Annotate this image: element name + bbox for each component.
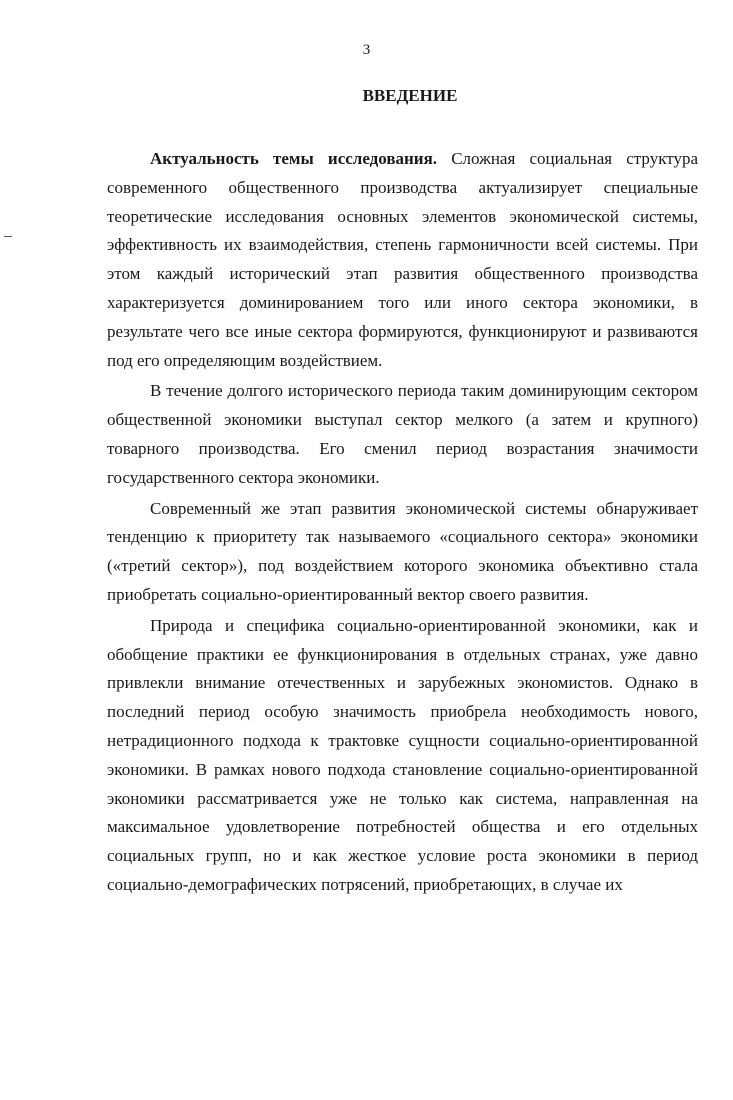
paragraph-4: Природа и специфика социально-ориентированной экономики, как и обобщение практики ее функционирования в отдельных странах, уже давно привлекли внимание отечественных и зарубежных экономистов. Однако в последний период особую значимость приобрела необходимость нового, нетрадиционного подхода к трактовке сущности социально-ориентированной экономики. В рамках нового подхода становление социально-ориентированной экономики рассматривается уже не только как система, направленная на максимальное удовлетворение потребностей общества и его отдельных социальных групп, но и как жесткое условие роста экономики в период социально-демографических потрясений, приобретающих, в случае их [107, 615, 698, 894]
body-text [107, 145, 698, 902]
page-title: ВВЕДЕНИЕ [362, 86, 458, 105]
paragraph-1-text: Сложная социальная структура современного общественного производства актуализирует специальные теоретические исследования основных элементов экономической системы, эффективность их взаимодействия, степень гармоничности всей системы. При этом каждый исторический этап развития общественного производства характеризуется доминированием того или иного сектора экономики, в результате чего все иные сектора формируются, функционируют и развиваются под его определяющим воздействием. [107, 149, 698, 370]
paragraph-1 [107, 145, 698, 375]
paragraph-2: В течение долгого исторического периода таким доминирующим сектором общественной экономики выступал сектор мелкого (а затем и крупного) товарного производства. Его сменил период возрастания значимости государственного сектора экономики. [107, 381, 698, 487]
margin-mark [4, 236, 12, 237]
paragraph-3: Современный же этап развития экономической системы обнаруживает тенденцию к приоритету так называемого «социального сектора» экономики («третий сектор»), под воздействием которого экономика объективно стала приобретать социально-ориентированный вектор своего развития. [107, 498, 698, 604]
paragraph-1-lead: Актуальность темы исследования. [150, 149, 438, 168]
page-number: 3 [362, 42, 371, 58]
